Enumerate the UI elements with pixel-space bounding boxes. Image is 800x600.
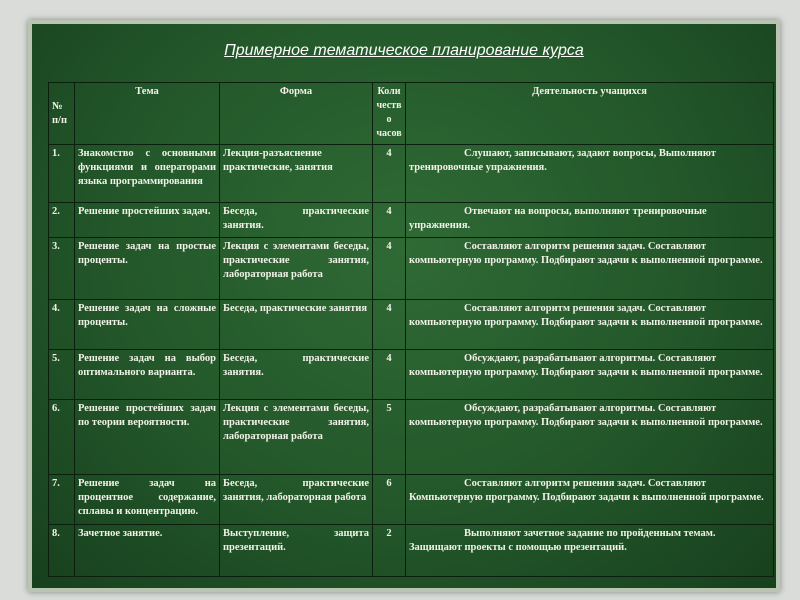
row-topic: Решение задач на простые проценты. [75, 238, 220, 300]
row-num: 2. [49, 203, 75, 238]
row-activity: Составляют алгоритм решения задач. Составляют компьютерную программу. Подбирают задачи к выполненной программе. [406, 300, 774, 350]
row-activity: Обсуждают, разрабатывают алгоритмы. Составляют компьютерную программу. Подбирают задачи к выполненной программе. [406, 400, 774, 475]
slide-title: Примерное тематическое планирование курса [224, 42, 584, 59]
course-plan-table [48, 82, 774, 577]
row-hours: 4 [373, 238, 406, 300]
row-form: Беседа, практические занятия. [220, 203, 373, 238]
table-row [49, 300, 774, 350]
row-hours: 4 [373, 350, 406, 400]
row-activity: Слушают, записывают, задают вопросы, Выполняют тренировочные упражнения. [406, 145, 774, 203]
table-row [49, 238, 774, 300]
row-hours: 2 [373, 525, 406, 577]
row-activity: Составляют алгоритм решения задач. Составляют компьютерную программу. Подбирают задачи к выполненной программе. [406, 238, 774, 300]
row-activity: Выполняют зачетное задание по пройденным темам. Защищают проекты с помощью презентаций. [406, 525, 774, 577]
row-topic: Знакомство с основными функциями и операторами языка программирования [75, 145, 220, 203]
row-num: 6. [49, 400, 75, 475]
header-hours: Коли честв о часов [373, 83, 406, 145]
row-hours: 5 [373, 400, 406, 475]
row-form: Выступление, защита презентаций. [220, 525, 373, 577]
table-header-row [49, 83, 774, 145]
row-activity: Составляют алгоритм решения задач. Составляют Компьютерную программу. Подбирают задачи к выполненной программе. [406, 475, 774, 525]
row-topic: Зачетное занятие. [75, 525, 220, 577]
row-topic: Решение простейших задач по теории вероятности. [75, 400, 220, 475]
table-row [49, 350, 774, 400]
row-num: 4. [49, 300, 75, 350]
table-row [49, 145, 774, 203]
table-row [49, 525, 774, 577]
header-activity: Деятельность учащихся [406, 83, 774, 145]
row-hours: 6 [373, 475, 406, 525]
row-form: Беседа, практические занятия. [220, 350, 373, 400]
row-topic: Решение задач на процентное содержание, сплавы и концентрацию. [75, 475, 220, 525]
row-activity: Отвечают на вопросы, выполняют тренировочные упражнения. [406, 203, 774, 238]
header-form: Форма [220, 83, 373, 145]
row-form: Лекция с элементами беседы, практические занятия, лабораторная работа [220, 238, 373, 300]
row-num: 3. [49, 238, 75, 300]
header-topic: Тема [75, 83, 220, 145]
row-topic: Решение простейших задач. [75, 203, 220, 238]
row-topic: Решение задач на сложные проценты. [75, 300, 220, 350]
row-hours: 4 [373, 145, 406, 203]
row-num: 8. [49, 525, 75, 577]
table-row [49, 475, 774, 525]
row-form: Беседа, практические занятия [220, 300, 373, 350]
row-hours: 4 [373, 300, 406, 350]
row-num: 7. [49, 475, 75, 525]
row-form: Беседа, практические занятия, лабораторная работа [220, 475, 373, 525]
table-row [49, 400, 774, 475]
row-form: Лекция-разъяснение практические, занятия [220, 145, 373, 203]
row-form: Лекция с элементами беседы, практические занятия, лабораторная работа [220, 400, 373, 475]
header-num: № п/п [49, 83, 75, 145]
row-topic: Решение задач на выбор оптимального варианта. [75, 350, 220, 400]
row-num: 1. [49, 145, 75, 203]
row-activity: Обсуждают, разрабатывают алгоритмы. Составляют компьютерную программу. Подбирают задачи к выполненной программе. [406, 350, 774, 400]
table-row [49, 203, 774, 238]
chalkboard-slide [28, 20, 780, 592]
row-num: 5. [49, 350, 75, 400]
row-hours: 4 [373, 203, 406, 238]
